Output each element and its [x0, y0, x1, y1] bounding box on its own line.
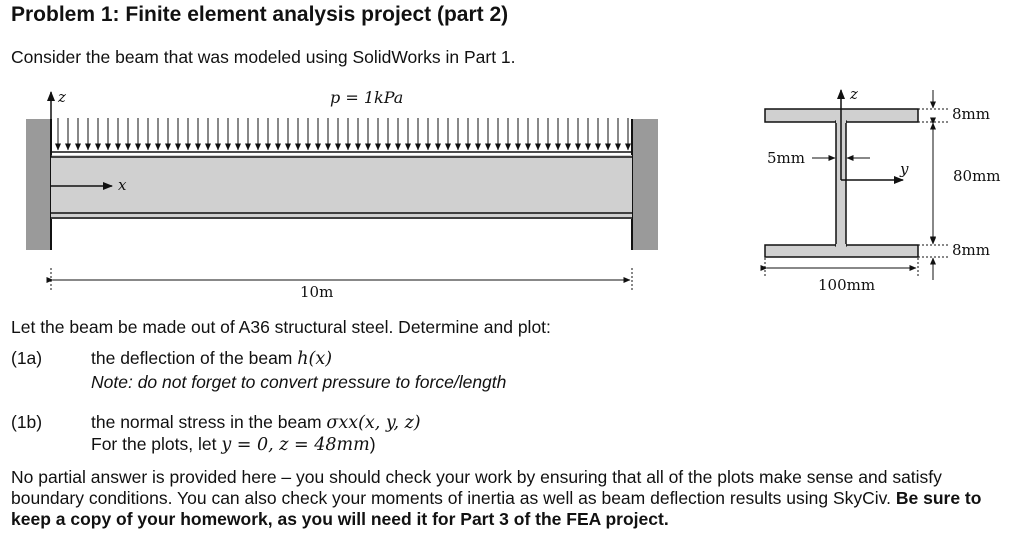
height-label: 80mm	[953, 167, 1001, 185]
intro-text: Consider the beam that was modeled using SolidWorks in Part 1.	[11, 47, 516, 67]
load-label: p = 1kPa	[330, 88, 404, 107]
item-1a-note: Note: do not forget to convert pressure to force/length	[91, 372, 507, 392]
length-label: 10m	[300, 283, 334, 301]
item-1b-number: (1b)	[11, 412, 43, 432]
top-flange-label: 8mm	[952, 105, 990, 123]
width-label: 100mm	[818, 276, 876, 294]
item-1b-text: the normal stress in the beam σxx(x, y, z)	[91, 412, 421, 433]
item-1b-note: For the plots, let y = 0, z = 48mm)	[91, 434, 376, 455]
beam	[51, 152, 632, 219]
right-wall	[632, 119, 658, 250]
web-thickness-label: 5mm	[767, 149, 805, 167]
item-1a-text: the deflection of the beam h(x)	[91, 348, 333, 369]
instruction-text: Let the beam be made out of A36 structural steel. Determine and plot:	[11, 317, 551, 337]
section-z-label: z	[850, 85, 858, 103]
section-y-label: y	[900, 160, 909, 178]
beam-z-label: z	[58, 88, 66, 106]
beam-x-label: x	[118, 176, 127, 194]
left-wall	[26, 119, 51, 250]
distributed-load-arrows	[58, 118, 628, 150]
bottom-flange-label: 8mm	[952, 241, 990, 259]
closing-paragraph: No partial answer is provided here – you should check your work by ensuring that all of the plots make sense and satisfy boundary conditions. You can also check your moments of inertia as well as beam deflection results using SkyCiv. Be sure to keep a copy of your homework, as you will need it for Part 3 of the FEA project.	[11, 467, 982, 529]
item-1a-number: (1a)	[11, 348, 43, 368]
problem-title: Problem 1: Finite element analysis project (part 2)	[11, 3, 509, 26]
